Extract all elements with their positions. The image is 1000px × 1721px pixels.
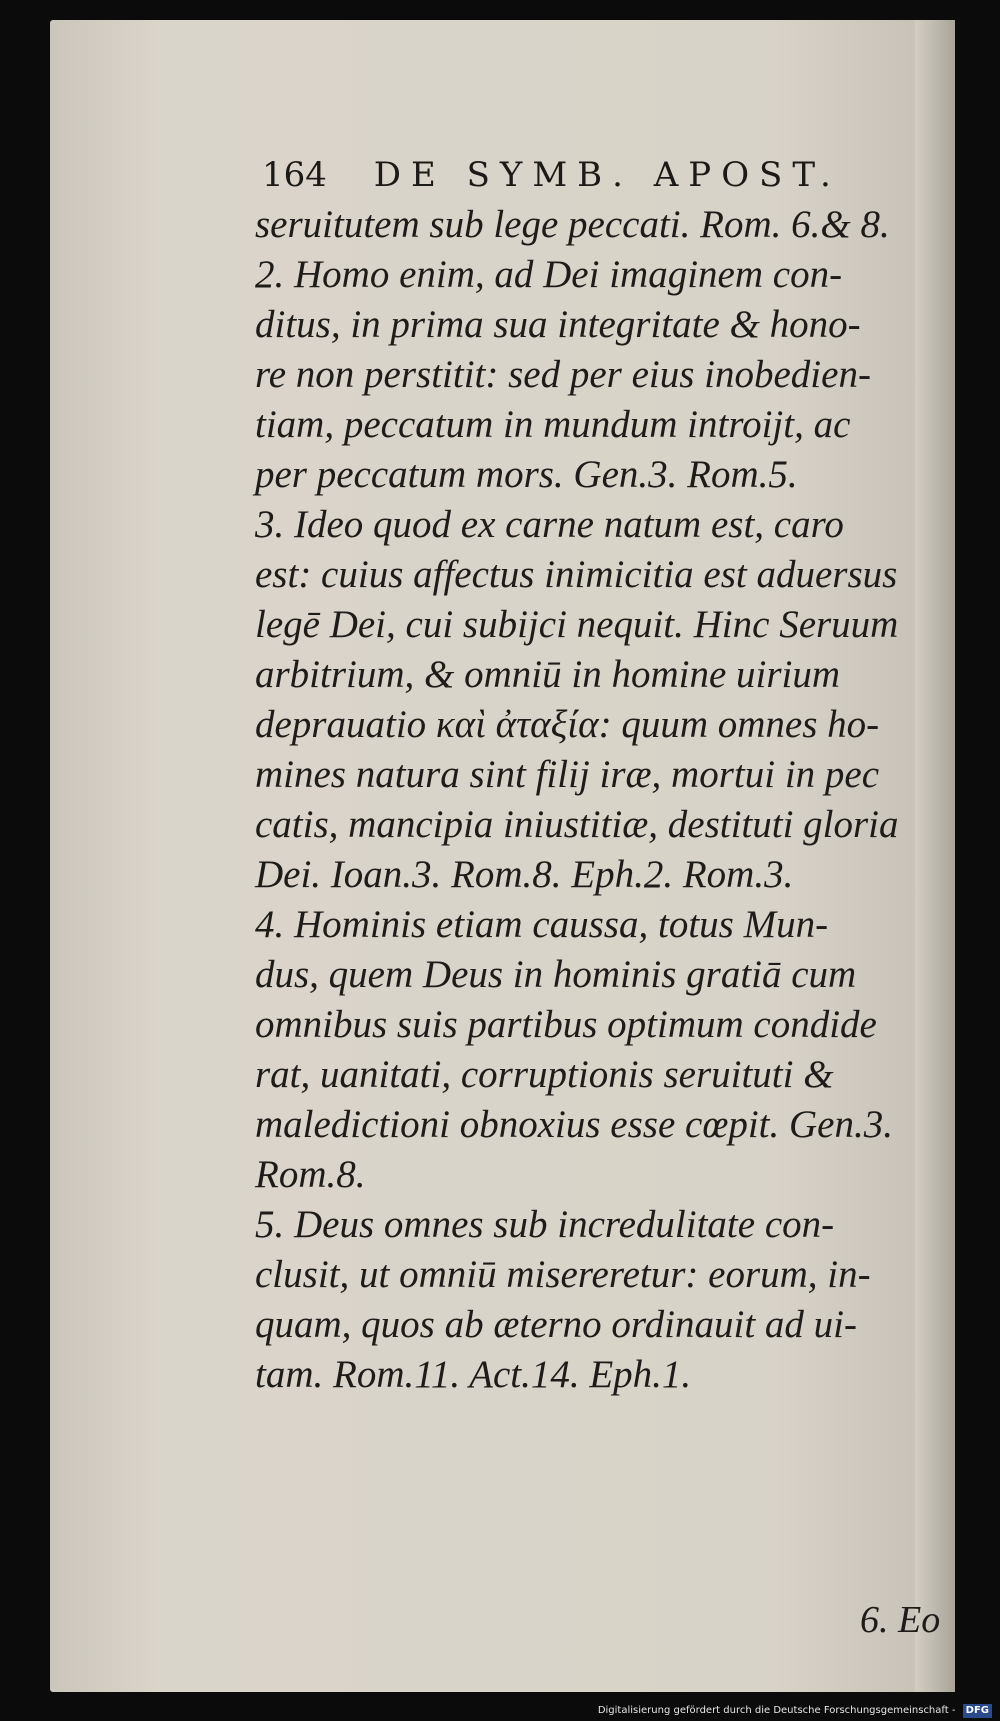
text-line: per peccatum mors. Gen.3. Rom.5. xyxy=(255,453,798,496)
digitization-footer xyxy=(0,1700,992,1721)
text-line: 4. Hominis etiam caussa, totus Mun- xyxy=(255,903,829,946)
body-text xyxy=(255,200,975,1400)
text-line: dus, quem Deus in hominis gratiā cum xyxy=(255,953,857,996)
text-line: tam. Rom.11. Act.14. Eph.1. xyxy=(255,1353,692,1396)
text-line: tiam, peccatum in mundum introijt, ac xyxy=(255,403,851,446)
text-line: legē Dei, cui subijci nequit. Hinc Seruum xyxy=(255,603,899,646)
text-line: 2. Homo enim, ad Dei imaginem con- xyxy=(255,253,843,296)
text-line: maledictioni obnoxius esse cœpit. Gen.3. xyxy=(255,1103,893,1146)
text-line: est: cuius affectus inimicitia est aduersus xyxy=(255,553,898,596)
text-line: Dei. Ioan.3. Rom.8. Eph.2. Rom.3. xyxy=(255,853,794,896)
text-line: rat, uanitati, corruptionis seruituti & xyxy=(255,1053,834,1096)
text-line: catis, mancipia iniustitiæ, destituti gloria xyxy=(255,803,899,846)
text-line: seruitutem sub lege peccati. Rom. 6.& 8. xyxy=(255,203,890,246)
running-header xyxy=(262,155,902,205)
text-line: ditus, in prima sua integritate & hono- xyxy=(255,303,861,346)
catchword: 6. Eo xyxy=(860,1599,941,1641)
text-line: clusit, ut omniū misereretur: eorum, in- xyxy=(255,1253,871,1296)
dfg-logo-icon: DFG xyxy=(963,1704,992,1718)
text-line: 3. Ideo quod ex carne natum est, caro xyxy=(255,503,844,546)
text-line: mines natura sint filij iræ, mortui in pec xyxy=(255,753,880,796)
footer-text: Digitalisierung gefördert durch die Deutsche Forschungsgemeinschaft - xyxy=(597,1705,956,1716)
text-line: re non perstitit: sed per eius inobedien- xyxy=(255,353,871,396)
text-line: Rom.8. xyxy=(255,1153,366,1196)
page-number: 164 xyxy=(262,155,327,195)
text-line: quam, quos ab æterno ordinauit ad ui- xyxy=(255,1303,857,1346)
running-title: DE SYMB. APOST. xyxy=(373,155,841,195)
text-line: omnibus suis partibus optimum condide xyxy=(255,1003,877,1046)
text-line: 5. Deus omnes sub incredulitate con- xyxy=(255,1203,835,1246)
text-line: arbitrium, & omniū in homine uirium xyxy=(255,653,841,696)
text-line: deprauatio καὶ ἀταξία: quum omnes ho- xyxy=(255,703,880,746)
